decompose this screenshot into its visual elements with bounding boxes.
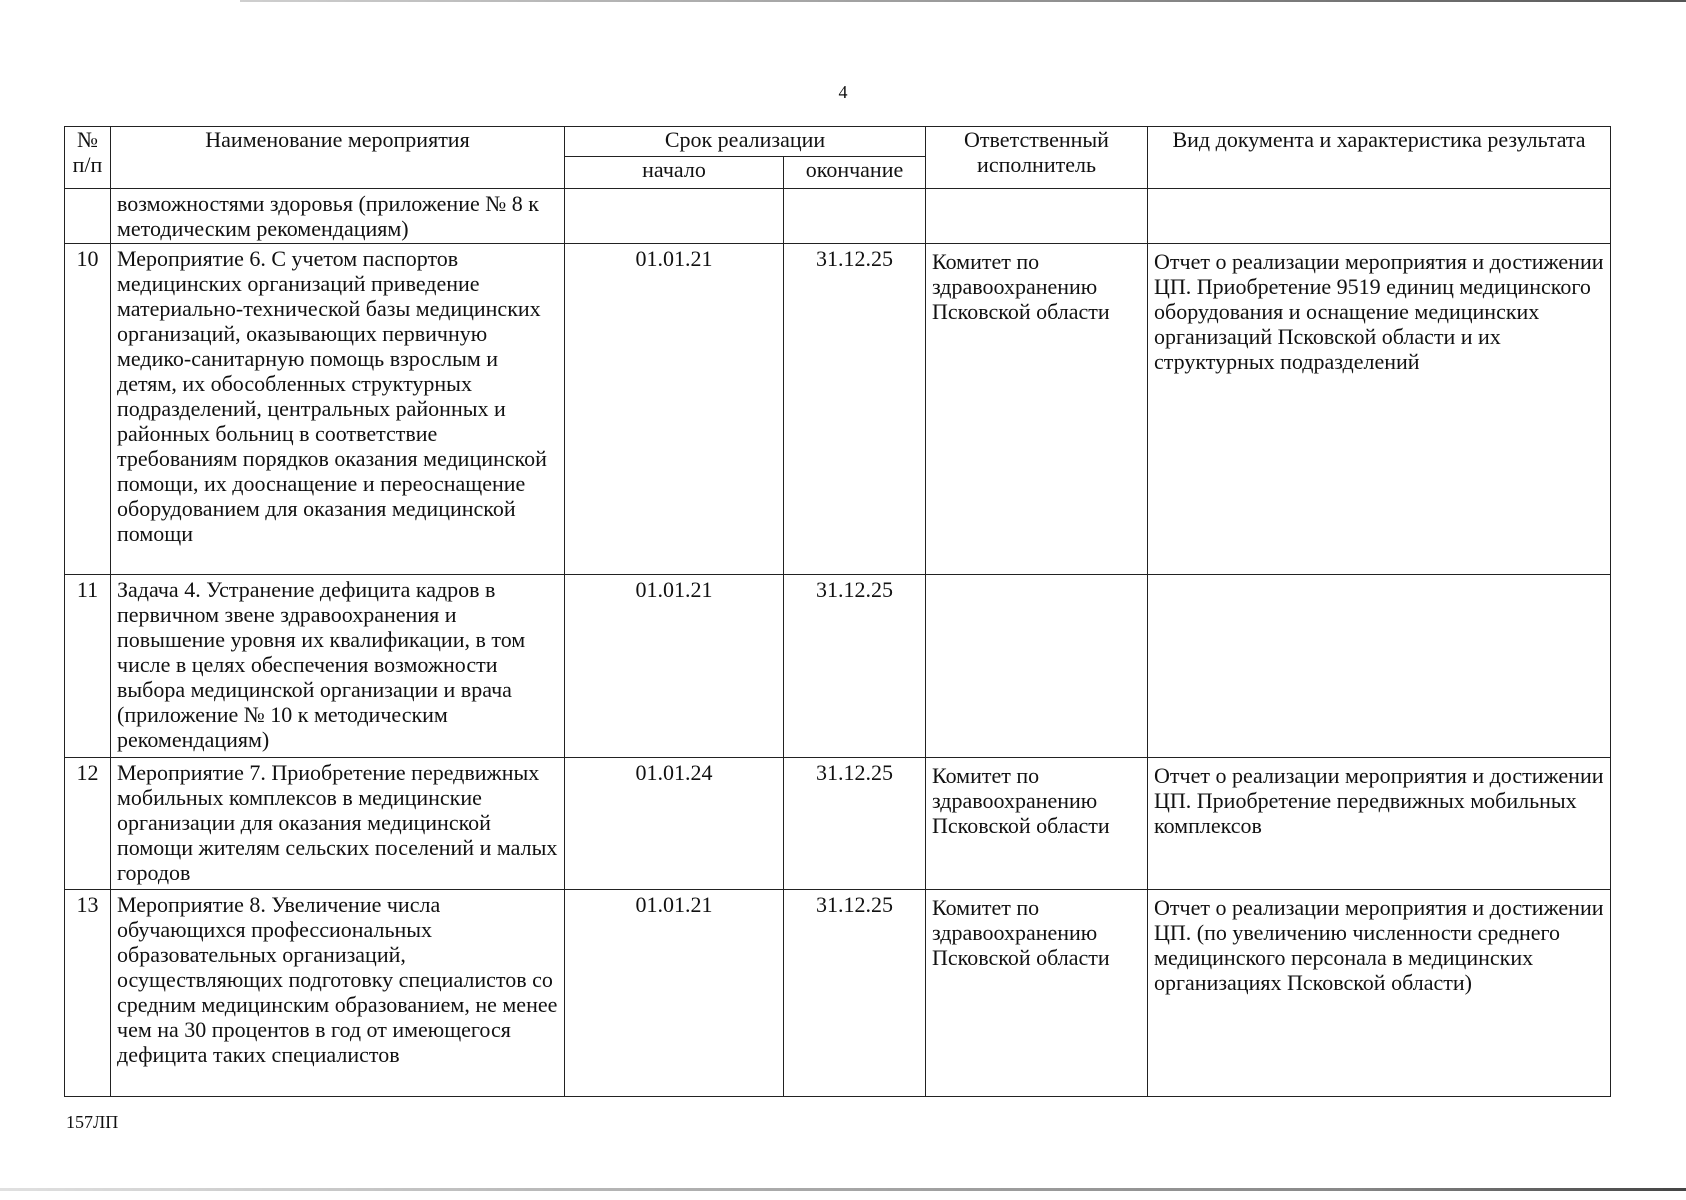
scan-edge-bottom bbox=[0, 1188, 1686, 1191]
row-num bbox=[65, 189, 111, 244]
page-number: 4 bbox=[838, 82, 848, 102]
row-responsible: Комитет по здравоохранению Псковской области bbox=[926, 758, 1148, 890]
row-name: Мероприятие 6. С учетом паспортов медицинских организаций приведение материально-технической базы медицинских организаций, оказывающих первичную медико-санитарную помощь взрослым и детям, их обособленных структурных подразделений, центральных районных и районных больниц в соответствие требованиям порядков оказания медицинской помощи, их дооснащение и переоснащение оборудованием для оказания медицинской помощи bbox=[111, 244, 565, 575]
row-start: 01.01.24 bbox=[565, 758, 784, 890]
row-name: Мероприятие 8. Увеличение числа обучающихся профессиональных образовательных организаций, осуществляющих подготовку специалистов со средним медицинским образованием, не менее чем на 30 процентов в год от имеющегося дефицита таких специалистов bbox=[111, 890, 565, 1097]
row-num: 11 bbox=[65, 575, 111, 758]
table-row bbox=[65, 758, 1611, 890]
row-result bbox=[1148, 575, 1611, 758]
row-start: 01.01.21 bbox=[565, 890, 784, 1097]
row-result bbox=[1148, 189, 1611, 244]
row-name: Мероприятие 7. Приобретение передвижных мобильных комплексов в медицинские организации для оказания медицинской помощи жителям сельских поселений и малых городов bbox=[111, 758, 565, 890]
row-name: возможностями здоровья (приложение № 8 к методическим рекомендациям) bbox=[111, 189, 565, 244]
row-responsible bbox=[926, 575, 1148, 758]
row-num: 13 bbox=[65, 890, 111, 1097]
row-result: Отчет о реализации мероприятия и достижении ЦП. Приобретение передвижных мобильных комплексов bbox=[1148, 758, 1611, 890]
table-header bbox=[65, 127, 1611, 189]
row-start: 01.01.21 bbox=[565, 244, 784, 575]
row-start: 01.01.21 bbox=[565, 575, 784, 758]
row-num: 12 bbox=[65, 758, 111, 890]
header-document: Вид документа и характеристика результата bbox=[1148, 127, 1611, 189]
row-responsible: Комитет по здравоохранению Псковской области bbox=[926, 890, 1148, 1097]
row-responsible: Комитет по здравоохранению Псковской области bbox=[926, 244, 1148, 575]
measures-table bbox=[64, 126, 1611, 1097]
table-row bbox=[65, 575, 1611, 758]
row-end: 31.12.25 bbox=[784, 244, 926, 575]
header-num: № п/п bbox=[65, 127, 111, 189]
table-row bbox=[65, 189, 1611, 244]
header-responsible: Ответственный исполнитель bbox=[926, 127, 1148, 189]
row-responsible bbox=[926, 189, 1148, 244]
row-result: Отчет о реализации мероприятия и достижении ЦП. (по увеличению численности среднего медицинского персонала в медицинских организациях Псковской области) bbox=[1148, 890, 1611, 1097]
row-start bbox=[565, 189, 784, 244]
row-end: 31.12.25 bbox=[784, 758, 926, 890]
row-end: 31.12.25 bbox=[784, 890, 926, 1097]
row-name: Задача 4. Устранение дефицита кадров в первичном звене здравоохранения и повышение уровня их квалификации, в том числе в целях обеспечения возможности выбора медицинской организации и врача (приложение № 10 к методическим рекомендациям) bbox=[111, 575, 565, 758]
document-code: 157ЛП bbox=[66, 1112, 119, 1132]
row-result: Отчет о реализации мероприятия и достижении ЦП. Приобретение 9519 единиц медицинского оборудования и оснащение медицинских организаций Псковской области и их структурных подразделений bbox=[1148, 244, 1611, 575]
table-row bbox=[65, 890, 1611, 1097]
row-num: 10 bbox=[65, 244, 111, 575]
scan-edge-top bbox=[240, 0, 1686, 2]
header-term: Срок реализации bbox=[565, 127, 926, 157]
row-end bbox=[784, 189, 926, 244]
table-row bbox=[65, 244, 1611, 575]
header-end: окончание bbox=[784, 157, 926, 189]
header-start: начало bbox=[565, 157, 784, 189]
row-end: 31.12.25 bbox=[784, 575, 926, 758]
header-name: Наименование мероприятия bbox=[111, 127, 565, 189]
